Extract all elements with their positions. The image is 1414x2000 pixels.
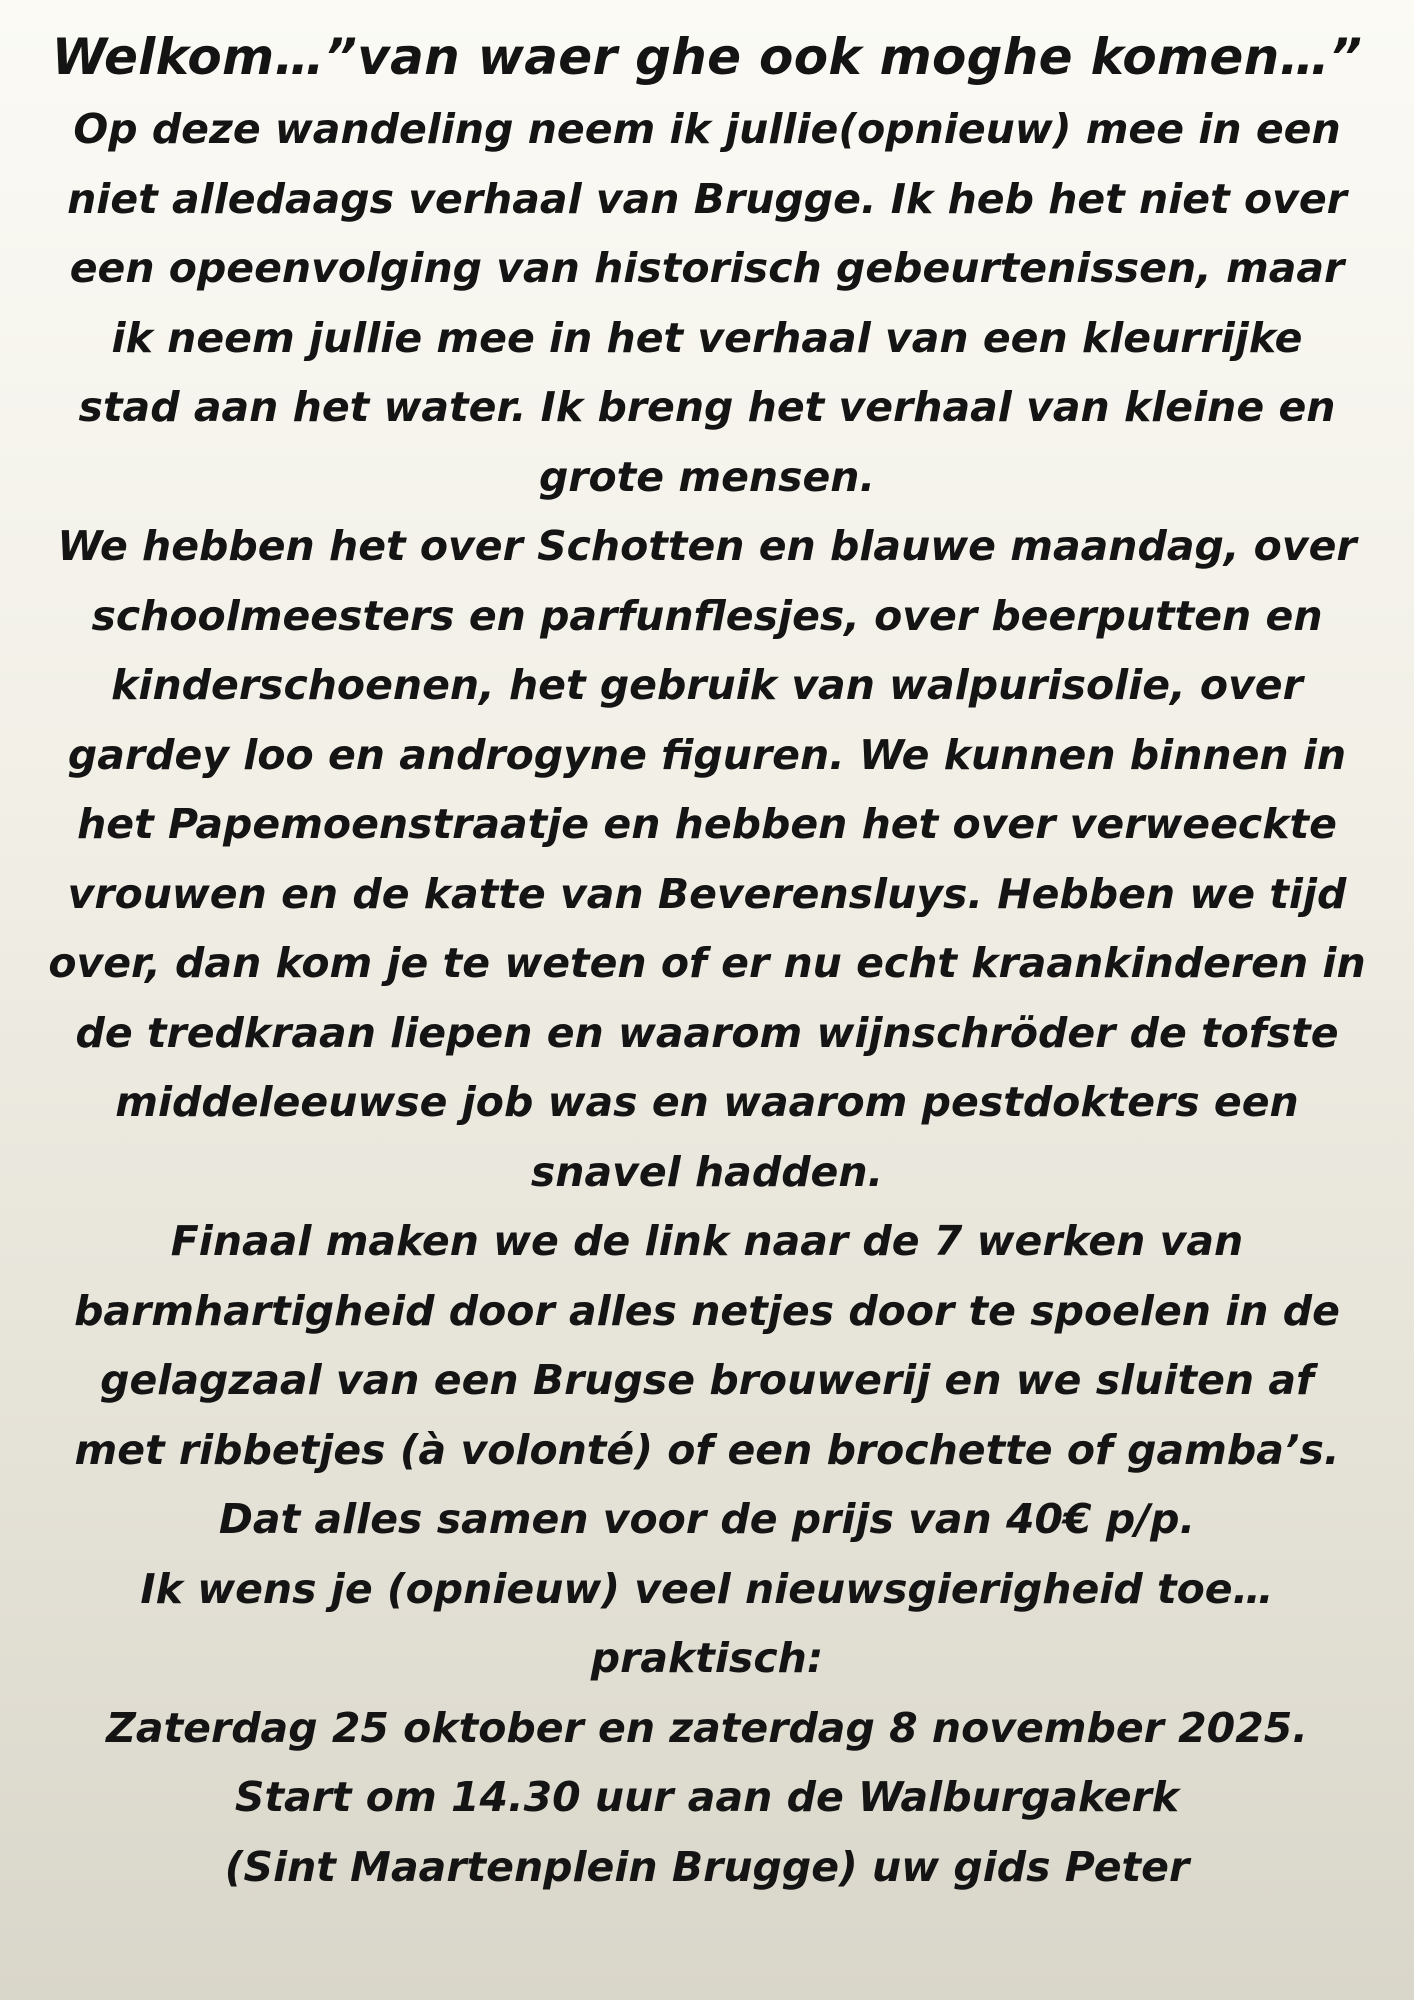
flyer-title: Welkom…”van waer ghe ook moghe komen…” bbox=[51, 28, 1363, 86]
body-line: ik neem jullie mee in het verhaal van een kleurrijke bbox=[111, 313, 1303, 362]
body-line: Op deze wandeling neem ik jullie(opnieuw) mee in een bbox=[73, 105, 1341, 153]
body-line: Ik wens je (opnieuw) veel nieuwsgierigheid toe… bbox=[140, 1564, 1274, 1613]
flyer-body bbox=[20, 95, 1394, 1902]
body-line: grote mensen. bbox=[538, 452, 876, 501]
body-line: middeleeuwse job was en waarom pestdokters een bbox=[115, 1078, 1299, 1126]
body-line: met ribbetjes (à volonté) of een brochette of gamba’s. bbox=[74, 1425, 1340, 1474]
body-line: vrouwen en de katte van Beverensluys. Hebben we tijd bbox=[67, 869, 1347, 918]
body-line: snavel hadden. bbox=[530, 1147, 884, 1196]
body-line: een opeenvolging van historisch gebeurtenissen, maar bbox=[69, 244, 1345, 292]
body-line: barmhartigheid door alles netjes door te spoelen in de bbox=[74, 1286, 1340, 1335]
body-line: over, dan kom je te weten of er nu echt kraankinderen in bbox=[48, 939, 1366, 987]
body-line: de tredkraan liepen en waarom wijnschröder de tofste bbox=[75, 1008, 1339, 1057]
body-line: stad aan het water. Ik breng het verhaal van kleine en bbox=[78, 383, 1336, 431]
body-line: niet alledaags verhaal van Brugge. Ik heb het niet over bbox=[67, 174, 1347, 223]
dates-line: Zaterdag 25 oktober en zaterdag 8 november 2025. bbox=[106, 1703, 1308, 1752]
body-line: kinderschoenen, het gebruik van walpurisolie, over bbox=[111, 661, 1303, 709]
location-line: (Sint Maartenplein Brugge) uw gids Peter bbox=[224, 1842, 1190, 1891]
start-line: Start om 14.30 uur aan de Walburgakerk bbox=[234, 1773, 1180, 1821]
body-line: schoolmeesters en parfunflesjes, over beerputten en bbox=[91, 591, 1323, 640]
body-line: We hebben het over Schotten en blauwe maandag, over bbox=[57, 522, 1357, 570]
body-line: gardey loo en androgyne figuren. We kunnen binnen in bbox=[67, 730, 1347, 779]
body-line: het Papemoenstraatje en hebben het over verweeckte bbox=[77, 800, 1337, 848]
body-line: Finaal maken we de link naar de 7 werken van bbox=[170, 1217, 1244, 1265]
practical-heading: praktisch: bbox=[590, 1634, 824, 1682]
body-line: gelagzaal van een Brugse brouwerij en we sluiten af bbox=[100, 1356, 1314, 1404]
price-line: Dat alles samen voor de prijs van 40€ p/p. bbox=[218, 1495, 1196, 1543]
